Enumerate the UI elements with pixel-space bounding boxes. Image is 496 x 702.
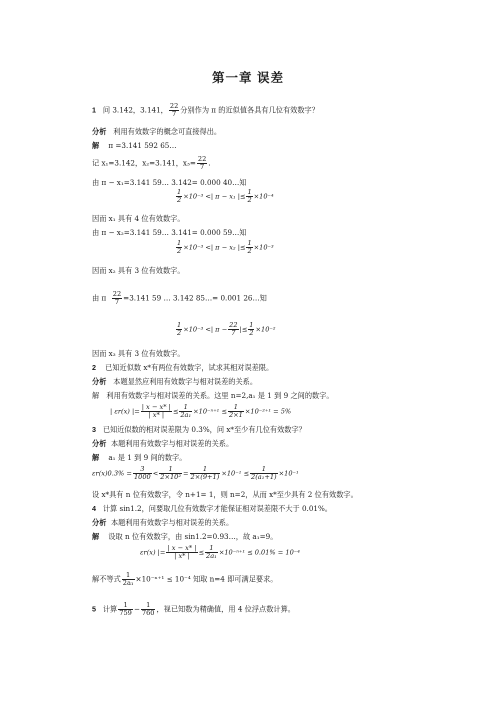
equation-3: $\frac{1}{2}$ ×10⁻³ <| π − $\frac{22}{7}$ |≤ $\frac{1}{2}$ ×10⁻² (177, 321, 276, 337)
line-3: 由 π $\frac{22}{7}$ =3.141 59 … 3.142 85…= 0.001 26…知 (92, 290, 267, 306)
result-3: 因而 x₃ 具有 3 位有效数字。 (92, 349, 185, 358)
equation-6: εr(x) |= $\frac{| x - x* |}{| x* |}$ ≤ $\frac{1}{\text{2a₁}}$ ×10⁻ⁿ⁺¹ ≤ 0.01% = 10⁻⁴ (140, 544, 300, 560)
equation-5: εr(x)0.3% = $\frac{3}{1000}$ < $\frac{1}{\text{2×10²}}$ = $\frac{1}{2\times(9+1)}$ ×10⁻¹ ≤ $\frac{1}{\text{2(a₁+1)}}$ ×10⁻¹ (92, 465, 299, 481)
solution-1: 解 π =3.141 592 65… (92, 141, 177, 150)
equation-1: $\frac{1}{2}$ ×10⁻³ <| π − x₁ |≤ $\frac{1}{2}$ ×10⁻⁴ (177, 188, 274, 204)
question-4: 4 计算 sin1.2，问要取几位有效数字才能保证相对误差限不大于 0.01%。 (92, 504, 332, 513)
result-2: 因而 x₂ 具有 3 位有效数字。 (92, 266, 185, 275)
equation-4: | εr(x) |= $\frac{| x - x* |}{| x* |}$ ≤ $\frac{1}{\text{2a₁}}$ ×10⁻ⁿ⁺¹ ≤ $\frac{1}{2\times 1}$ ×10⁻²⁺¹ = 5% (110, 403, 292, 419)
analysis-1: 分析 利用有效数字的概念可直接得出。 (92, 127, 222, 136)
fraction: $\frac{22}{7}$ (169, 102, 179, 118)
chapter-title: 第一章 误差 (212, 71, 284, 85)
question-3: 3 已知近似数的相对误差限为 0.3%，问 x*至少有几位有效数字？ (92, 425, 306, 434)
solution-2: 解 利用有效数字与相对误差的关系。这里 n=2,a₁ 是 1 到 9 之间的数字。 (92, 391, 334, 400)
analysis-4: 分析 本题利用有效数字与相对误差的关系。 (92, 518, 234, 527)
line-5: 设 x*具有 n 位有效数字，令 n+1= 1，则 n=2，从而 x*至少具有 2 位有效数字。 (92, 490, 358, 499)
line-1: 由 π − x₁=3.141 59… 3.142= 0.000 40…知 (92, 178, 247, 187)
question-1: 1 问 3.142，3.141， $\frac{22}{7}$ 分别作为 π 的近似值各具有几位有效数字？ (92, 102, 319, 118)
line-6: 解不等式 $\frac{1}{\text{2a₁}}$ ×10⁻ⁿ⁺¹ ≤ 10⁻⁴ 知取 n=4 即可满足要求。 (92, 571, 278, 587)
result-1: 因而 x₁ 具有 4 位有效数字。 (92, 214, 185, 223)
analysis-3: 分析 本题利用有效数字与相对误差的关系。 (92, 439, 234, 448)
note-x-values: 记 x₁=3.142，x₂=3.141，x₃= $\frac{22}{7}$ . (92, 155, 211, 171)
solution-3: 解 a₁ 是 1 到 9 间的数字。 (92, 453, 187, 462)
question-5: 5 计算 $\frac{1}{759}$ − $\frac{1}{760}$ ，视已知数为精确值，用 4 位浮点数计算。 (92, 601, 295, 617)
analysis-2: 分析 本题显然应利用有效数字与相对误差的关系。 (92, 377, 258, 386)
line-2: 由 π − x₂=3.141 59… 3.141= 0.000 59…知 (92, 228, 247, 237)
equation-2: $\frac{1}{2}$ ×10⁻³ <| π − x₂ |≤ $\frac{1}{2}$ ×10⁻³ (177, 239, 274, 255)
solution-4: 解 设取 n 位有效数字，由 sin1.2=0.93…，故 a₁=9。 (92, 532, 278, 541)
question-2: 2 已知近似数 x*有两位有效数字，试求其相对误差限。 (92, 363, 274, 372)
